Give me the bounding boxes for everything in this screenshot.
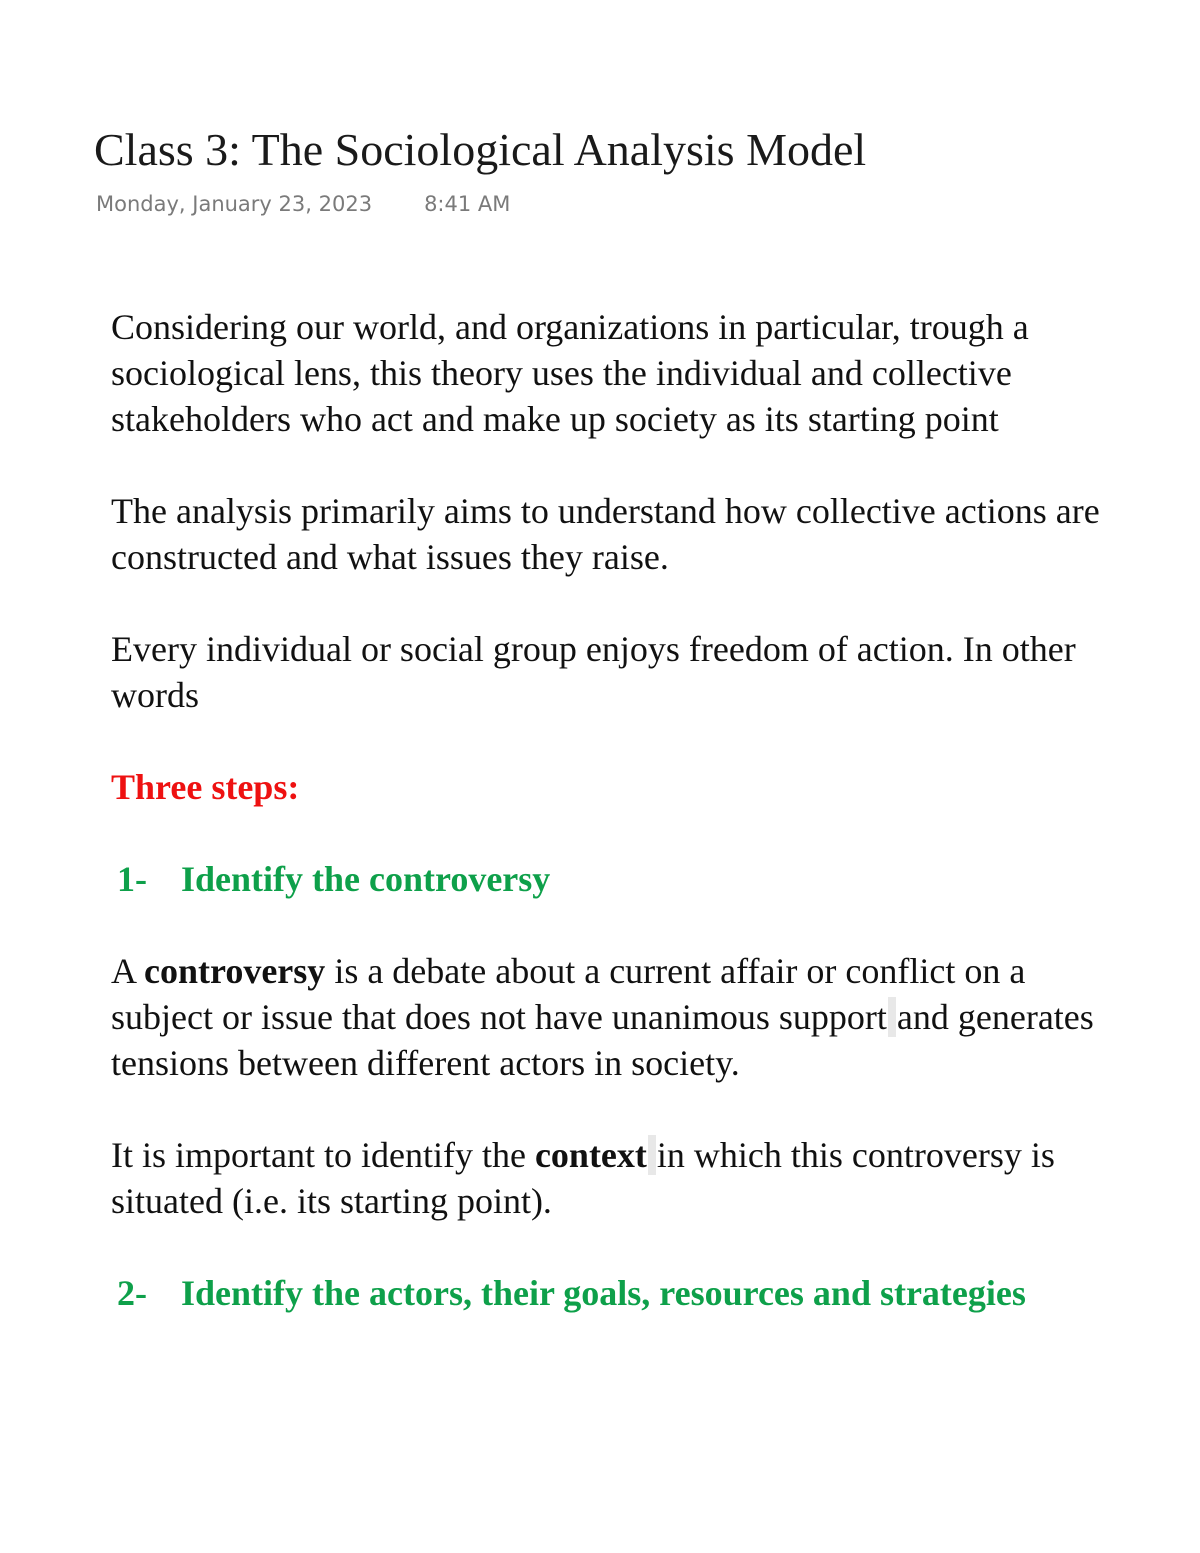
- intro-paragraph: Considering our world, and organizations in particular, trough a sociological lens, this theory uses the individual and collective stakeholders who act and make up society as its starting point: [111, 307, 1029, 439]
- page-title: Class 3: The Sociological Analysis Model: [94, 124, 867, 175]
- freedom-paragraph: Every individual or social group enjoys freedom of action. In other words: [111, 629, 1076, 715]
- step-2-number: 2-: [117, 1273, 147, 1313]
- definition-part-1: is a debate about a current affair or conflict on a subject or issue that does not have unanimous support: [111, 951, 1026, 1037]
- context-part-2: in which this controversy is situated (i.e. its starting point).: [111, 1135, 1055, 1221]
- context-paragraph: [111, 1132, 1121, 1224]
- step-2-heading: [117, 1270, 1121, 1316]
- note-timestamp: [96, 190, 510, 218]
- text-cursor-mark: [648, 1135, 656, 1175]
- controversy-definition: [111, 948, 1121, 1086]
- step-1-number: 1-: [117, 859, 147, 899]
- note-body[interactable]: [111, 304, 1121, 1430]
- step-2-title: Identify the actors, their goals, resources and strategies: [181, 1273, 1026, 1313]
- text-cursor-mark: [888, 997, 896, 1037]
- definition-prefix: A: [111, 951, 145, 991]
- step-1-heading: [117, 856, 1121, 902]
- controversy-term: controversy: [144, 951, 326, 991]
- context-term: context: [534, 1135, 647, 1175]
- definition-part-2: and generates tensions between different actors in society.: [111, 997, 1094, 1083]
- analysis-paragraph: The analysis primarily aims to understand how collective actions are constructed and what issues they raise.: [111, 491, 1100, 577]
- context-part-1: It is important to identify the: [111, 1135, 535, 1175]
- note-time: 8:41 AM: [424, 192, 511, 216]
- step-1-title: Identify the controversy: [181, 859, 551, 899]
- steps-heading: Three steps:: [111, 767, 300, 807]
- note-date: Monday, January 23, 2023: [96, 192, 373, 216]
